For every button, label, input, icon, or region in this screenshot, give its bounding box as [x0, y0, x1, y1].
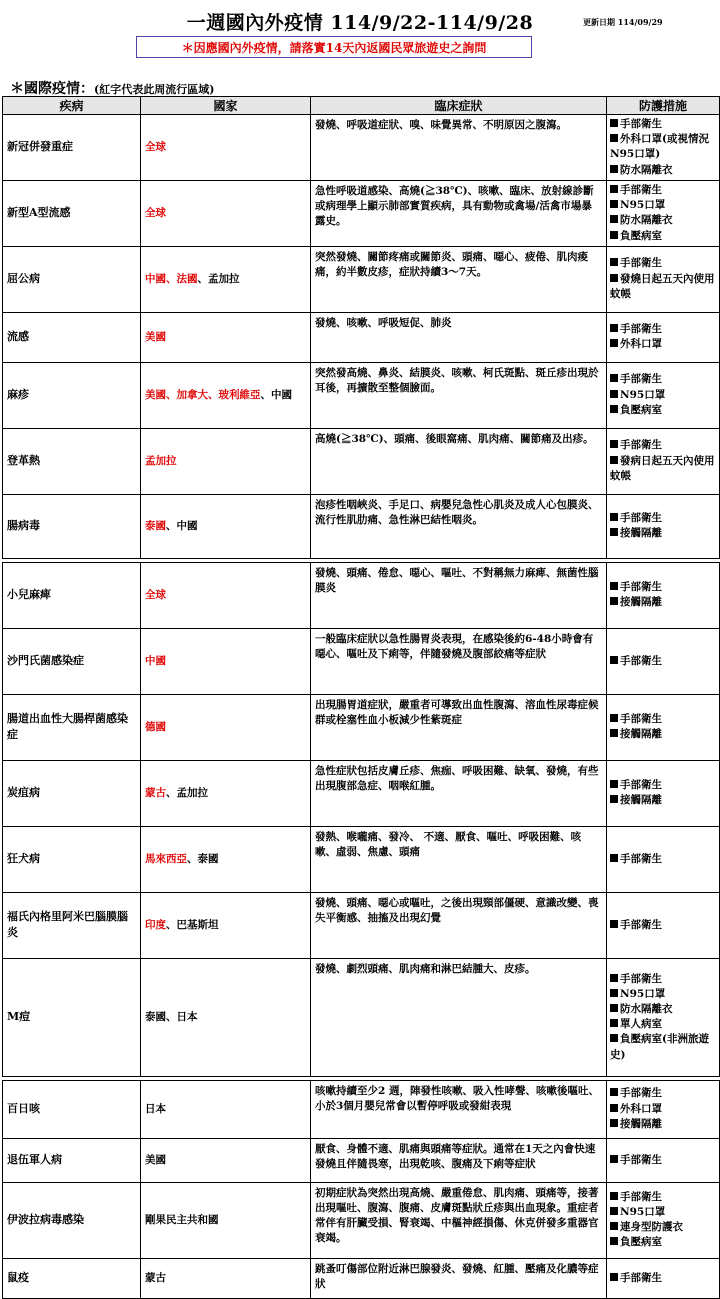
protection-cell [607, 428, 720, 494]
table-row [3, 1182, 720, 1258]
bullet-square-icon [610, 1019, 618, 1027]
header-country: 國家 [141, 97, 311, 115]
symptom-cell: 發燒、頭痛、倦怠、噁心、嘔吐、不對稱無力麻痺、無菌性腦膜炎 [311, 562, 607, 628]
protection-item [610, 256, 716, 271]
table-row [3, 628, 720, 694]
bullet-square-icon [610, 405, 618, 413]
country-cell [141, 1258, 311, 1298]
symptom-cell: 厭食、身體不適、肌痛與頭痛等症狀。通常在1天之內會快速發燒且伴隨畏寒，出現乾咳、腹痛及下痢等症狀 [311, 1138, 607, 1182]
bullet-square-icon [610, 324, 618, 332]
bullet-square-icon [610, 134, 618, 142]
protection-label: 外科口罩 [620, 1102, 662, 1115]
bullet-square-icon [610, 231, 618, 239]
country-cell [141, 494, 311, 558]
protection-label: 負壓病室 [620, 229, 662, 242]
symptom-cell: 突然發高燒、鼻炎、結膜炎、咳嗽、柯氏斑點、斑丘疹出現於耳後，再擴散至整個臉面。 [311, 362, 607, 428]
page-title: 一週國內外疫情 114/9/22-114/9/28 [186, 12, 534, 34]
protection-label: 手部衛生 [620, 654, 662, 667]
country-text: 印度 [145, 918, 166, 931]
country-text: 美國 [145, 330, 166, 343]
disease-cell: 登革熱 [3, 428, 141, 494]
symptom-cell: 突然發燒、關節疼痛或關節炎、頭痛、噁心、疲倦、肌肉痠痛，約半數皮疹，症狀持續3～7天。 [311, 246, 607, 312]
table-row [3, 562, 720, 628]
bullet-square-icon [610, 1273, 618, 1281]
protection-label: 手部衛生 [620, 257, 662, 270]
protection-item [610, 580, 716, 595]
protection-cell [607, 892, 720, 958]
protection-label: 接觸隔離 [620, 1117, 662, 1130]
protection-label: 手部衛生 [620, 323, 662, 336]
country-text: 、泰國 [187, 852, 219, 865]
country-cell [141, 562, 311, 628]
bullet-square-icon [610, 854, 618, 862]
bullet-square-icon [610, 390, 618, 398]
disease-cell: 麻疹 [3, 362, 141, 428]
country-text: 日本 [145, 1102, 166, 1115]
protection-label: 手部衛生 [620, 581, 662, 594]
bullet-square-icon [610, 513, 618, 521]
symptom-cell: 高燒(≧38℃)、頭痛、後眼窩痛、肌肉痛、關節痛及出疹。 [311, 428, 607, 494]
protection-label: 手部衛生 [620, 1087, 662, 1100]
disease-cell: M痘 [3, 958, 141, 1076]
country-cell [141, 958, 311, 1076]
protection-item [610, 438, 716, 453]
protection-label: 手部衛生 [620, 118, 662, 130]
protection-label: 接觸隔離 [620, 794, 662, 807]
protection-item [610, 229, 716, 244]
bullet-square-icon [610, 729, 618, 737]
protection-cell [607, 628, 720, 694]
protection-label: 手部衛生 [620, 373, 662, 386]
protection-cell [607, 1138, 720, 1182]
bullet-square-icon [610, 582, 618, 590]
bullet-square-icon [610, 200, 618, 208]
protection-cell [607, 1258, 720, 1298]
bullet-square-icon [610, 374, 618, 382]
country-text: 全球 [145, 140, 166, 153]
header-disease: 疾病 [3, 97, 141, 115]
country-cell [141, 1138, 311, 1182]
country-cell [141, 115, 311, 181]
symptom-cell: 急性呼吸道感染、高燒(≧38℃)、咳嗽、臨床、放射線診斷或病理學上顯示肺部實質疾病，具有動物或禽場/活禽市場暴露史。 [311, 180, 607, 246]
country-cell [141, 1080, 311, 1138]
country-text: 全球 [145, 588, 166, 601]
table-row [3, 826, 720, 892]
protection-label: N95口罩 [620, 199, 666, 212]
country-cell [141, 628, 311, 694]
protection-item [610, 1235, 716, 1250]
bullet-square-icon [610, 1155, 618, 1163]
country-text: 中國、法國 [145, 272, 198, 285]
country-text: 、巴基斯坦 [166, 918, 219, 931]
symptom-cell: 發燒、咳嗽、呼吸短促、肺炎 [311, 312, 607, 362]
protection-label: 單人病室 [620, 1018, 662, 1031]
bullet-square-icon [610, 1034, 618, 1042]
protection-item [610, 117, 716, 132]
protection-item [610, 213, 716, 228]
bullet-square-icon [610, 440, 618, 448]
country-text: 、孟加拉 [197, 272, 240, 285]
symptom-cell: 發燒、頭痛、噁心或嘔吐，之後出現頸部僵硬、意識改變、喪失平衡感、抽搐及出現幻覺 [311, 892, 607, 958]
protection-cell [607, 180, 720, 246]
bullet-square-icon [610, 795, 618, 803]
table-row [3, 362, 720, 428]
protection-item [610, 1086, 716, 1101]
protection-item [610, 454, 716, 484]
disease-cell: 腸病毒 [3, 494, 141, 558]
country-text: 德國 [145, 720, 166, 733]
country-text: 蒙古 [145, 786, 166, 799]
protection-label: 手部衛生 [620, 1190, 662, 1203]
protection-item [610, 1220, 716, 1235]
disease-cell: 狂犬病 [3, 826, 141, 892]
protection-item [610, 372, 716, 387]
protection-item [610, 403, 716, 418]
protection-item [610, 727, 716, 742]
country-cell [141, 362, 311, 428]
symptom-cell: 發熱、喉嚨痛、發冷、 不適、厭食、嘔吐、呼吸困難、咳嗽、虛弱、焦慮、頭痛 [311, 826, 607, 892]
country-cell [141, 246, 311, 312]
protection-label: 手部衛生 [620, 439, 662, 452]
epidemic-table [2, 96, 720, 1299]
bullet-square-icon [610, 185, 618, 193]
symptom-cell: 發燒、呼吸道症狀、嗅、味覺異常、不明原因之腹瀉。 [311, 115, 607, 181]
country-cell [141, 428, 311, 494]
bullet-square-icon [610, 974, 618, 982]
protection-cell [607, 115, 720, 181]
bullet-square-icon [610, 456, 618, 464]
table-row [3, 428, 720, 494]
country-text: 、孟加拉 [166, 786, 208, 799]
bullet-square-icon [610, 1004, 618, 1012]
disease-cell: 小兒麻痺 [3, 562, 141, 628]
protection-item [610, 1271, 716, 1286]
table-row [3, 180, 720, 246]
protection-cell [607, 312, 720, 362]
country-text: 孟加拉 [145, 454, 177, 467]
country-text: 泰國、日本 [145, 1010, 198, 1023]
table-row [3, 1258, 720, 1298]
protection-label: 手部衛生 [620, 918, 662, 931]
protection-label: 手部衛生 [620, 779, 662, 792]
table-row [3, 958, 720, 1076]
protection-label: 負壓病室 [620, 1236, 662, 1249]
bullet-square-icon [610, 528, 618, 536]
disease-cell: 鼠疫 [3, 1258, 141, 1298]
bullet-square-icon [610, 1119, 618, 1127]
disease-cell: 流感 [3, 312, 141, 362]
protection-item [610, 1205, 716, 1220]
protection-label: 手部衛生 [620, 713, 662, 726]
table-row [3, 694, 720, 760]
protection-label: 手部衛生 [620, 852, 662, 865]
section-heading [10, 78, 214, 98]
bullet-square-icon [610, 165, 618, 173]
section-title: ＊國際疫情： [10, 81, 94, 97]
bullet-square-icon [610, 258, 618, 266]
protection-item [610, 654, 716, 669]
bullet-square-icon [610, 274, 618, 282]
protection-label: 手部衛生 [620, 972, 662, 985]
protection-label: 外科口罩(或視情況N95口罩) [610, 133, 709, 161]
country-cell [141, 826, 311, 892]
protection-label: 接觸隔離 [620, 728, 662, 741]
protection-item [610, 712, 716, 727]
protection-item [610, 1117, 716, 1132]
disease-cell: 屈公病 [3, 246, 141, 312]
bullet-square-icon [610, 1088, 618, 1096]
table-row [3, 494, 720, 558]
bullet-square-icon [610, 920, 618, 928]
country-cell [141, 312, 311, 362]
protection-label: N95口罩 [620, 987, 666, 1000]
country-text: 、中國 [166, 519, 198, 532]
bullet-square-icon [610, 1192, 618, 1200]
bullet-square-icon [610, 1207, 618, 1215]
disease-cell: 新型A型流感 [3, 180, 141, 246]
protection-label: N95口罩 [620, 388, 666, 401]
symptom-cell: 初期症狀為突然出現高燒、嚴重倦怠、肌肉痛、頭痛等，接著出現嘔吐、腹瀉、腹痛、皮膚斑點狀丘疹與出血現象。重症者常伴有肝臟受損、腎衰竭、中樞神經損傷、休克併發多重器官衰竭。 [311, 1182, 607, 1258]
protection-item [610, 778, 716, 793]
protection-item [610, 272, 716, 302]
table-row [3, 892, 720, 958]
country-text: 泰國 [145, 519, 166, 532]
symptom-cell: 急性症狀包括皮膚丘疹、焦痂、呼吸困難、缺氧、發燒，有些出現腹部急症、咽喉紅腫。 [311, 760, 607, 826]
symptom-cell: 咳嗽持續至少2 週，陣發性咳嗽、吸入性哮聲、咳嗽後嘔吐、小於3個月嬰兒常會以暫停呼吸或發紺表現 [311, 1080, 607, 1138]
country-cell [141, 694, 311, 760]
bullet-square-icon [610, 215, 618, 223]
country-cell [141, 1182, 311, 1258]
disease-cell: 腸道出血性大腸桿菌感染症 [3, 694, 141, 760]
protection-cell [607, 826, 720, 892]
protection-item [610, 1032, 716, 1062]
protection-item [610, 388, 716, 403]
protection-label: 接觸隔離 [620, 527, 662, 540]
protection-label: 外科口罩 [620, 338, 662, 351]
protection-label: 手部衛生 [620, 1153, 662, 1166]
disease-cell: 退伍軍人病 [3, 1138, 141, 1182]
protection-label: 防水隔離衣 [620, 163, 673, 176]
section-subtitle: (紅字代表此周流行區域) [94, 83, 215, 96]
protection-cell [607, 1080, 720, 1138]
disease-cell: 炭疽病 [3, 760, 141, 826]
symptom-cell: 泡疹性咽峽炎、手足口、病嬰兒急性心肌炎及成人心包膜炎、流行性肌肋痛、急性淋巴結性咽炎。 [311, 494, 607, 558]
protection-item [610, 183, 716, 198]
protection-label: 接觸隔離 [620, 596, 662, 609]
protection-item [610, 198, 716, 213]
bullet-square-icon [610, 780, 618, 788]
protection-label: 負壓病室 [620, 403, 662, 416]
protection-item [610, 918, 716, 933]
protection-item [610, 1190, 716, 1205]
protection-item [610, 793, 716, 808]
protection-item [610, 511, 716, 526]
bullet-square-icon [610, 597, 618, 605]
protection-label: 防水隔離衣 [620, 1003, 673, 1016]
country-cell [141, 892, 311, 958]
protection-label: 發燒日起五天內使用蚊帳 [610, 272, 715, 300]
protection-label: 手部衛生 [620, 1271, 662, 1284]
protection-cell [607, 694, 720, 760]
protection-item [610, 526, 716, 541]
table-row [3, 246, 720, 312]
protection-cell [607, 562, 720, 628]
header-protection: 防護措施 [607, 97, 720, 115]
header-symptoms: 臨床症狀 [311, 97, 607, 115]
symptom-cell: 一般臨床症狀以急性腸胃炎表現，在感染後約6-48小時會有噁心、嘔吐及下痢等，伴隨發燒及腹部絞痛等症狀 [311, 628, 607, 694]
table-header-row [3, 97, 720, 115]
country-text: 美國 [145, 1153, 166, 1166]
protection-cell [607, 1182, 720, 1258]
protection-cell [607, 958, 720, 1076]
table-row [3, 312, 720, 362]
protection-item [610, 595, 716, 610]
protection-cell [607, 246, 720, 312]
protection-label: 連身型防護衣 [620, 1221, 683, 1234]
protection-cell [607, 760, 720, 826]
symptom-cell: 發燒、劇烈頭痛、肌肉痛和淋巴結腫大、皮疹。 [311, 958, 607, 1076]
update-date: 更新日期 114/09/29 [583, 17, 663, 27]
bullet-square-icon [610, 1222, 618, 1230]
protection-label: 負壓病室(非洲旅遊史) [610, 1033, 709, 1061]
country-text: 馬來西亞 [145, 852, 187, 865]
country-text: 剛果民主共和國 [145, 1213, 219, 1226]
travel-history-notice: ＊因應國內外疫情，請落實14天內返國民眾旅遊史之詢問 [136, 36, 532, 58]
protection-item [610, 852, 716, 867]
protection-label: 手部衛生 [620, 512, 662, 525]
disease-cell: 福氏內格里阿米巴腦膜腦炎 [3, 892, 141, 958]
protection-cell [607, 362, 720, 428]
bullet-square-icon [610, 656, 618, 664]
disease-cell: 沙門氏菌感染症 [3, 628, 141, 694]
protection-label: 發病日起五天內使用蚊帳 [610, 454, 715, 482]
disease-cell: 百日咳 [3, 1080, 141, 1138]
country-text: 、中國 [260, 388, 292, 401]
bullet-square-icon [610, 1237, 618, 1245]
symptom-cell: 出現腸胃道症狀，嚴重者可導致出血性腹瀉、溶血性尿毒症候 群或栓塞性血小板減少性紫斑症 [311, 694, 607, 760]
protection-item [610, 1102, 716, 1117]
table-row [3, 1138, 720, 1182]
bullet-square-icon [610, 119, 618, 127]
country-text: 美國、加拿大、玻利維亞 [145, 388, 261, 401]
table-body [3, 115, 720, 1299]
country-cell [141, 760, 311, 826]
disease-cell: 新冠併發重症 [3, 115, 141, 181]
country-cell [141, 180, 311, 246]
protection-item [610, 163, 716, 178]
symptom-cell: 跳蚤叮傷部位附近淋巴腺發炎、發燒、紅腫、壓痛及化膿等症狀 [311, 1258, 607, 1298]
protection-item [610, 1002, 716, 1017]
country-text: 中國 [145, 654, 166, 667]
protection-item [610, 987, 716, 1002]
bullet-square-icon [610, 714, 618, 722]
table-row [3, 760, 720, 826]
country-text: 蒙古 [145, 1271, 166, 1284]
disease-cell: 伊波拉病毒感染 [3, 1182, 141, 1258]
protection-label: N95口罩 [620, 1206, 666, 1219]
protection-item [610, 1153, 716, 1168]
bullet-square-icon [610, 1104, 618, 1112]
protection-cell [607, 494, 720, 558]
bullet-square-icon [610, 989, 618, 997]
protection-label: 防水隔離衣 [620, 214, 673, 227]
protection-item [610, 132, 716, 162]
table-row [3, 1080, 720, 1138]
protection-item [610, 337, 716, 352]
protection-item [610, 972, 716, 987]
table-row [3, 115, 720, 181]
bullet-square-icon [610, 339, 618, 347]
protection-item [610, 1017, 716, 1032]
protection-label: 手部衛生 [620, 183, 662, 196]
country-text: 全球 [145, 206, 166, 219]
protection-item [610, 322, 716, 337]
